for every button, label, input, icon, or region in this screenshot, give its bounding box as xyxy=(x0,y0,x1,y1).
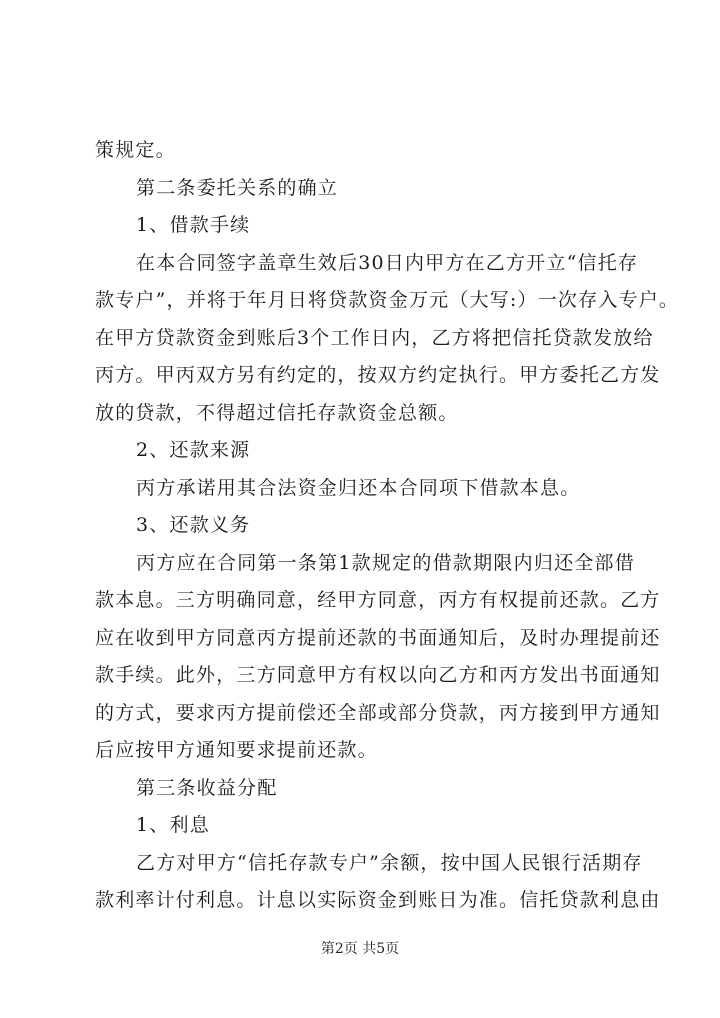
text-line: 的方式，要求丙方提前偿还全部或部分贷款，丙方接到甲方通知 xyxy=(95,701,661,724)
text-line: 丙方。甲丙双方另有约定的，按双方约定执行。甲方委托乙方发 xyxy=(95,364,661,386)
text-line: 款利率计付利息。计息以实际资金到账日为准。信托贷款利息由 xyxy=(95,889,661,911)
section-heading: 第三条收益分配 xyxy=(136,776,278,799)
subsection-heading: 1、借款手续 xyxy=(136,214,251,236)
text-line: 放的贷款，不得超过信托存款资金总额。 xyxy=(95,401,459,424)
text-line: 乙方对甲方“信托存款专户”余额，按中国人民银行活期存 xyxy=(136,851,643,874)
text-line: 款手续。此外，三方同意甲方有权以向乙方和丙方发出书面通知 xyxy=(95,664,661,686)
text-line: 在甲方贷款资金到账后3个工作日内，乙方将把信托贷款发放给 xyxy=(95,326,654,349)
subsection-heading: 3、还款义务 xyxy=(136,514,251,536)
section-heading: 第二条委托关系的确立 xyxy=(136,176,339,199)
text-line: 在本合同签字盖章生效后30日内甲方在乙方开立“信托存 xyxy=(136,251,639,274)
text-line: 款本息。三方明确同意，经甲方同意，丙方有权提前还款。乙方 xyxy=(95,589,661,611)
page-number-footer: 第2页 共5页 xyxy=(320,941,400,957)
document-body xyxy=(95,132,680,920)
text-line: 后应按甲方通知要求提前还款。 xyxy=(95,739,378,761)
subsection-heading: 2、还款来源 xyxy=(136,439,251,461)
subsection-heading: 1、利息 xyxy=(136,814,210,836)
text-line: 策规定。 xyxy=(95,139,176,161)
text-line: 应在收到甲方同意丙方提前还款的书面通知后，及时办理提前还 xyxy=(95,626,661,649)
text-line: 丙方应在合同第一条第1款规定的借款期限内归还全部借 xyxy=(136,551,635,574)
text-line: 款专户”，并将于年月日将贷款资金万元（大写:）一次存入专户。 xyxy=(95,289,680,311)
text-line: 丙方承诺用其合法资金归还本合同项下借款本息。 xyxy=(136,476,581,499)
